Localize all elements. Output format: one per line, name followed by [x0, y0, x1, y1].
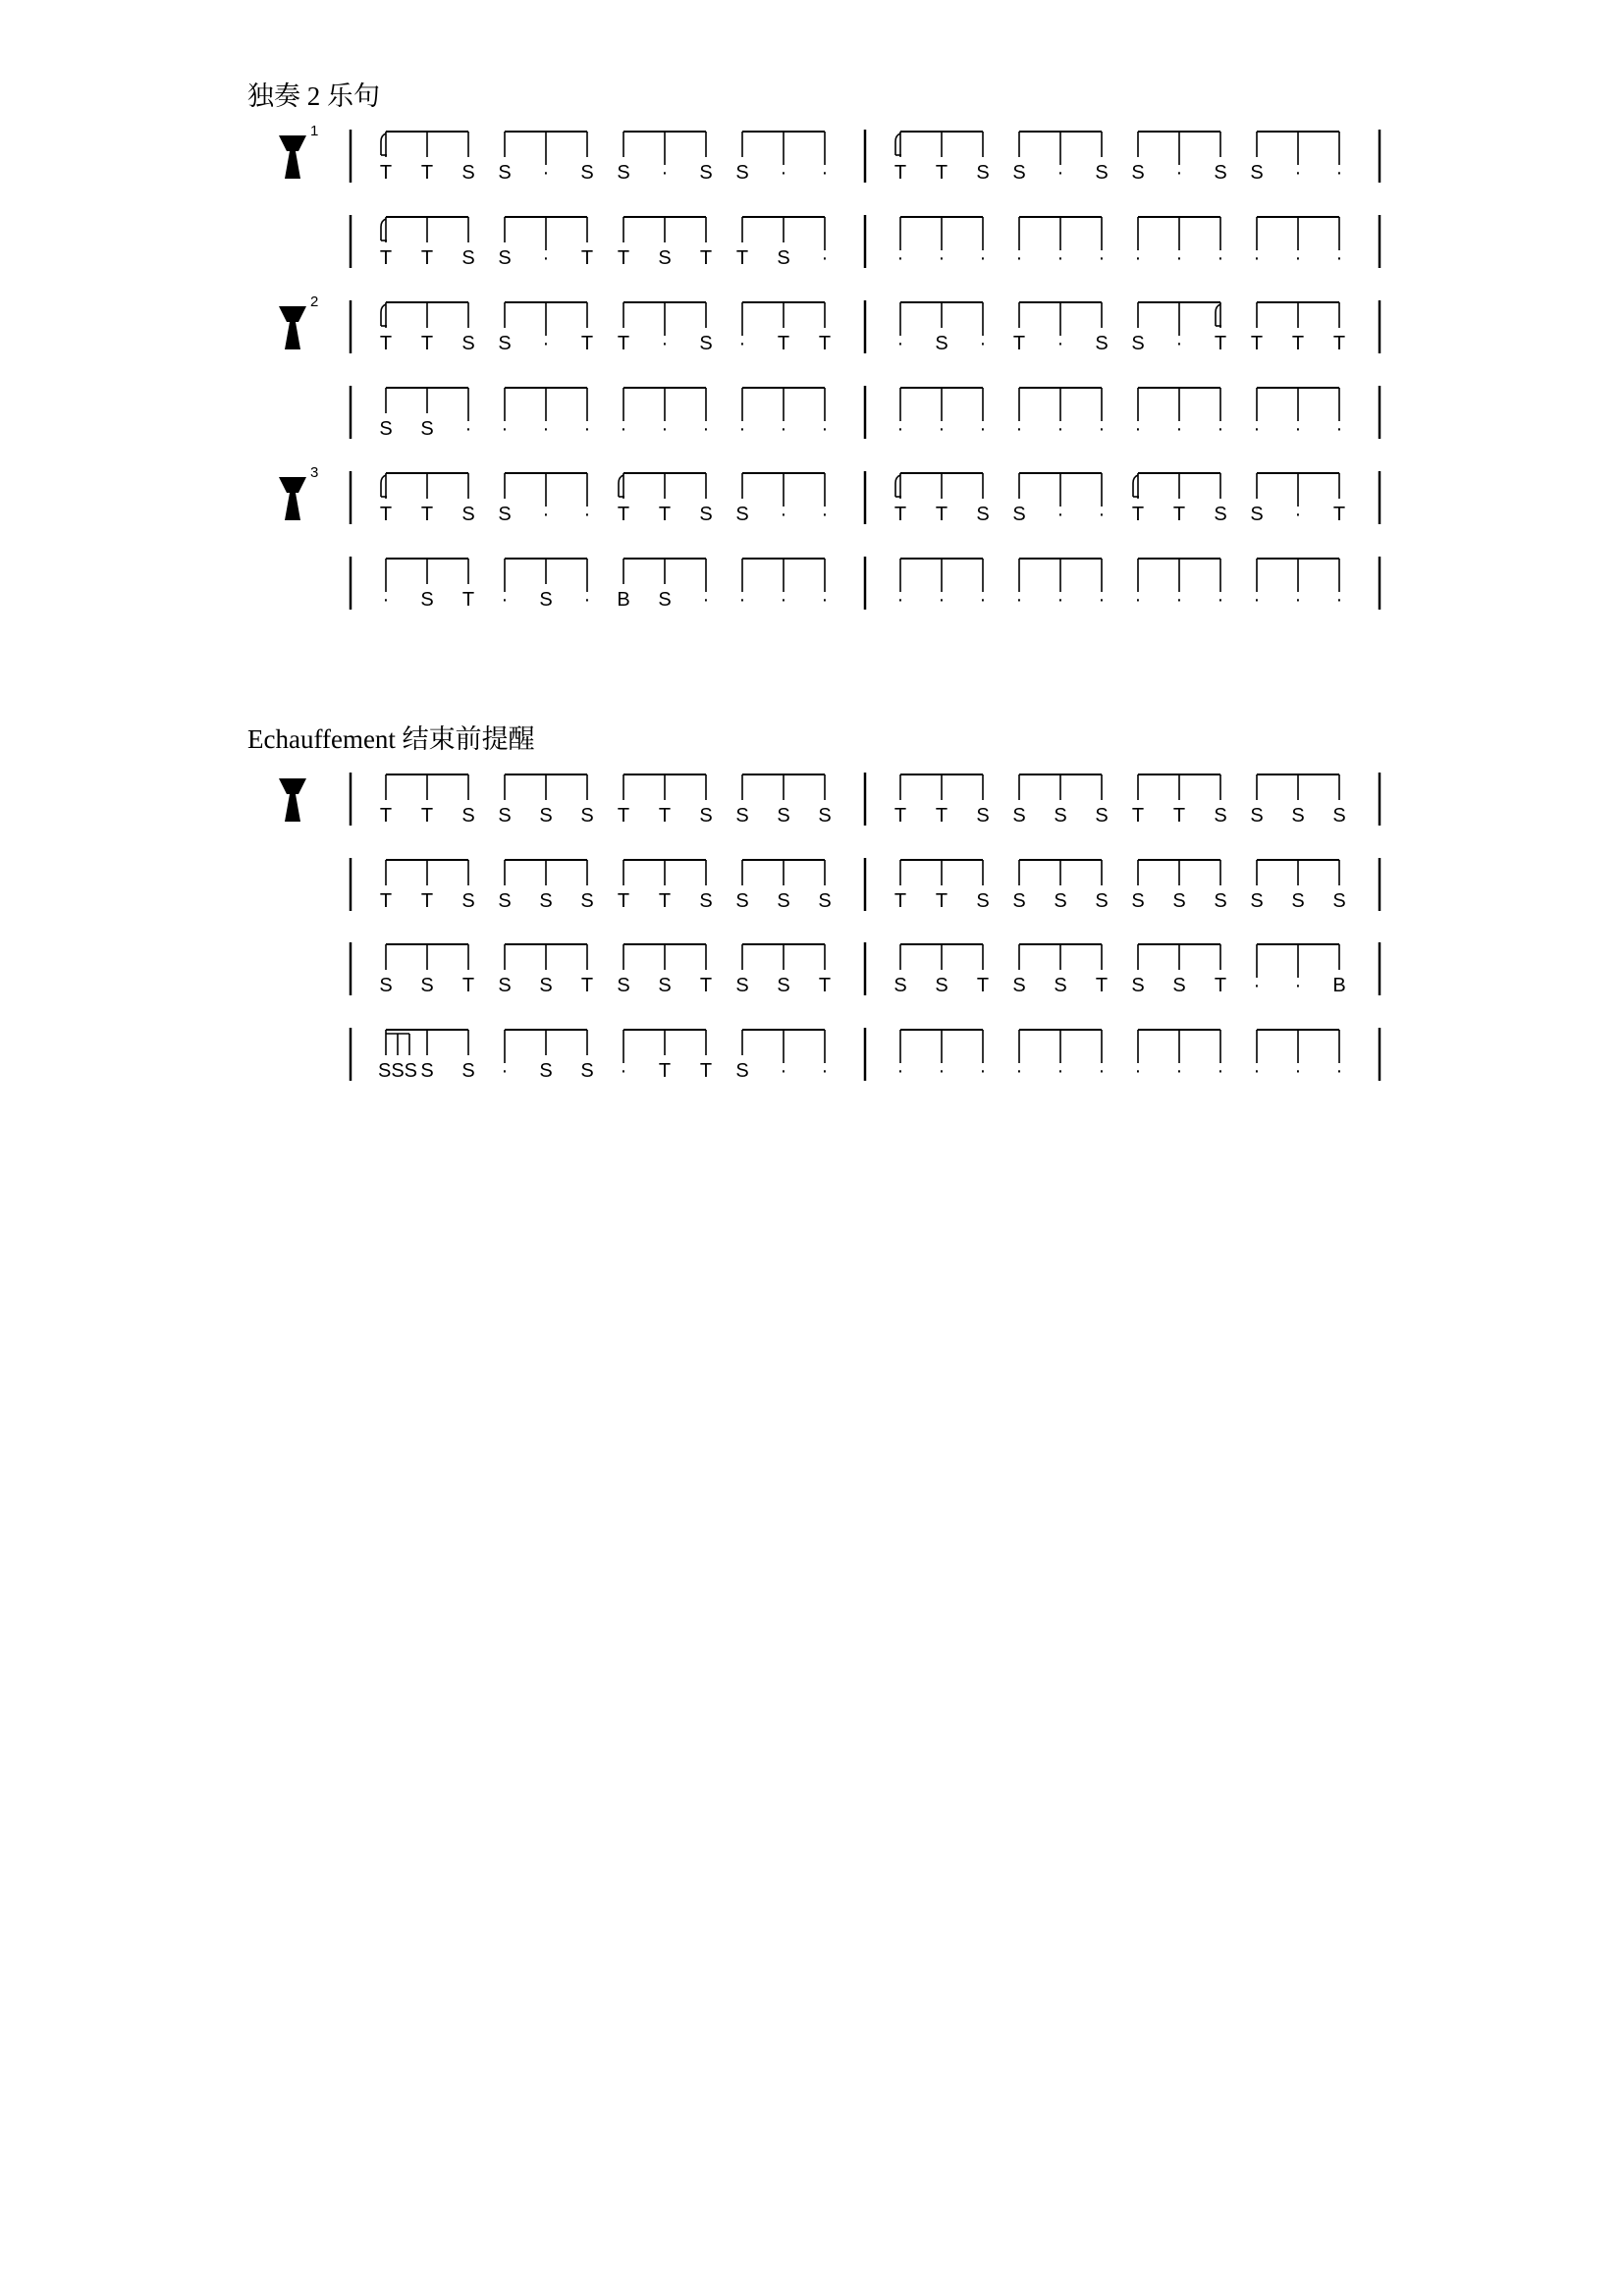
- note-label: ·: [979, 418, 987, 440]
- note-label: S: [1012, 162, 1026, 184]
- note-label: ·: [1253, 589, 1261, 611]
- note-label: T: [699, 247, 713, 269]
- note-label: ·: [542, 162, 550, 184]
- note-label: T: [893, 504, 907, 525]
- note-label: S: [1250, 805, 1264, 827]
- note-label: S: [420, 589, 434, 611]
- note-label: ·: [583, 589, 591, 611]
- note-label: S: [461, 504, 475, 525]
- note-label: S: [658, 589, 672, 611]
- note-label: ·: [979, 247, 987, 269]
- note-label: T: [818, 975, 832, 996]
- note-label: S: [580, 162, 594, 184]
- note-label: ·: [1098, 504, 1106, 525]
- note-label: S: [1214, 162, 1227, 184]
- note-label: S: [1054, 805, 1067, 827]
- note-label: T: [420, 247, 434, 269]
- note-label: S: [699, 805, 713, 827]
- note-label: S: [461, 162, 475, 184]
- note-label: ·: [542, 247, 550, 269]
- note-label: T: [658, 504, 672, 525]
- note-label: ·: [821, 1060, 829, 1082]
- note-label: S: [1291, 890, 1305, 912]
- note-label: ·: [1294, 589, 1302, 611]
- note-label: T: [1172, 805, 1186, 827]
- note-label: S: [461, 247, 475, 269]
- note-label: ·: [1015, 1060, 1023, 1082]
- note-label: ·: [780, 504, 787, 525]
- note-label: T: [777, 333, 790, 354]
- staff-line: [0, 382, 1624, 460]
- note-label: ·: [938, 1060, 946, 1082]
- note-label: S: [1131, 162, 1145, 184]
- note-label: T: [617, 247, 630, 269]
- note-label: SSS: [377, 1060, 418, 1082]
- note-label: ·: [1175, 589, 1183, 611]
- note-label: S: [1250, 890, 1264, 912]
- note-label: ·: [896, 1060, 904, 1082]
- note-label: S: [1095, 162, 1109, 184]
- note-label: S: [1214, 504, 1227, 525]
- note-label: ·: [1056, 247, 1064, 269]
- note-label: ·: [501, 418, 509, 440]
- note-label: S: [699, 333, 713, 354]
- note-label: ·: [1253, 1060, 1261, 1082]
- note-label: ·: [382, 589, 390, 611]
- note-label: S: [1095, 333, 1109, 354]
- voice-number: 1: [310, 123, 319, 139]
- note-label: ·: [979, 1060, 987, 1082]
- note-label: S: [1054, 975, 1067, 996]
- note-label: T: [580, 975, 594, 996]
- note-label: T: [379, 247, 393, 269]
- note-label: S: [539, 805, 553, 827]
- note-label: ·: [821, 162, 829, 184]
- note-label: S: [735, 975, 749, 996]
- note-label: T: [420, 333, 434, 354]
- note-label: ·: [1335, 418, 1343, 440]
- note-label: ·: [938, 418, 946, 440]
- note-label: ·: [1056, 1060, 1064, 1082]
- note-label: S: [420, 418, 434, 440]
- note-label: ·: [1134, 1060, 1142, 1082]
- note-label: ·: [1015, 247, 1023, 269]
- note-label: S: [461, 890, 475, 912]
- note-label: S: [617, 162, 630, 184]
- note-label: ·: [542, 333, 550, 354]
- note-label: ·: [1175, 1060, 1183, 1082]
- note-label: T: [379, 504, 393, 525]
- note-label: T: [1332, 504, 1346, 525]
- staff-line: [0, 464, 1624, 546]
- staff-line: [0, 211, 1624, 290]
- note-label: T: [580, 333, 594, 354]
- note-label: T: [735, 247, 749, 269]
- note-label: T: [379, 333, 393, 354]
- note-label: S: [498, 504, 512, 525]
- note-label: ·: [938, 589, 946, 611]
- note-label: ·: [780, 418, 787, 440]
- note-label: S: [498, 162, 512, 184]
- note-label: S: [976, 504, 990, 525]
- note-label: ·: [896, 247, 904, 269]
- note-label: ·: [1335, 247, 1343, 269]
- note-label: S: [1012, 890, 1026, 912]
- note-label: ·: [661, 162, 669, 184]
- note-label: S: [1095, 890, 1109, 912]
- note-label: ·: [979, 333, 987, 354]
- note-label: T: [420, 890, 434, 912]
- note-label: S: [658, 975, 672, 996]
- note-label: S: [498, 975, 512, 996]
- note-label: ·: [1217, 1060, 1224, 1082]
- note-label: S: [617, 975, 630, 996]
- note-label: ·: [620, 418, 627, 440]
- staff-line: [0, 1024, 1624, 1102]
- note-label: ·: [1253, 975, 1261, 996]
- note-label: ·: [896, 418, 904, 440]
- note-label: T: [617, 890, 630, 912]
- note-label: ·: [542, 418, 550, 440]
- note-label: ·: [1056, 333, 1064, 354]
- note-label: S: [420, 975, 434, 996]
- note-label: ·: [661, 333, 669, 354]
- note-label: ·: [1056, 589, 1064, 611]
- note-label: ·: [1217, 247, 1224, 269]
- note-label: ·: [979, 589, 987, 611]
- staff-line: [0, 769, 1624, 847]
- note-label: ·: [1098, 418, 1106, 440]
- note-label: ·: [780, 589, 787, 611]
- note-label: S: [1054, 890, 1067, 912]
- note-label: T: [580, 247, 594, 269]
- note-label: ·: [1217, 418, 1224, 440]
- note-label: T: [420, 162, 434, 184]
- note-label: S: [976, 890, 990, 912]
- note-label: ·: [896, 333, 904, 354]
- note-label: S: [539, 890, 553, 912]
- note-label: S: [735, 162, 749, 184]
- note-label: S: [580, 805, 594, 827]
- note-label: ·: [780, 162, 787, 184]
- note-label: S: [735, 805, 749, 827]
- note-label: T: [658, 805, 672, 827]
- note-label: ·: [1015, 418, 1023, 440]
- note-label: ·: [1134, 589, 1142, 611]
- note-label: S: [735, 1060, 749, 1082]
- djembe-icon: [279, 778, 306, 822]
- note-label: T: [1095, 975, 1109, 996]
- note-label: S: [976, 162, 990, 184]
- section-title: 独奏 2 乐句: [247, 81, 380, 111]
- note-label: T: [1131, 805, 1145, 827]
- note-label: ·: [738, 418, 746, 440]
- djembe-icon: [279, 306, 306, 349]
- staff-line: [0, 296, 1624, 375]
- note-label: T: [461, 975, 475, 996]
- note-label: S: [1012, 805, 1026, 827]
- note-label: S: [498, 805, 512, 827]
- note-label: T: [617, 805, 630, 827]
- note-label: ·: [661, 418, 669, 440]
- note-label: S: [461, 805, 475, 827]
- note-label: ·: [780, 1060, 787, 1082]
- note-label: S: [976, 805, 990, 827]
- note-label: S: [1012, 504, 1026, 525]
- note-label: T: [893, 162, 907, 184]
- note-label: S: [1172, 975, 1186, 996]
- note-label: ·: [583, 418, 591, 440]
- note-label: S: [498, 890, 512, 912]
- note-label: ·: [1134, 418, 1142, 440]
- note-label: ·: [1335, 1060, 1343, 1082]
- note-label: ·: [1175, 247, 1183, 269]
- note-label: S: [777, 890, 790, 912]
- note-label: ·: [821, 504, 829, 525]
- staff-line: [0, 854, 1624, 933]
- note-label: S: [1214, 805, 1227, 827]
- note-label: T: [461, 589, 475, 611]
- note-label: B: [1332, 975, 1346, 996]
- note-label: S: [539, 1060, 553, 1082]
- note-label: ·: [938, 247, 946, 269]
- note-label: S: [1332, 805, 1346, 827]
- note-label: T: [420, 805, 434, 827]
- section-title: Echauffement 结束前提醒: [247, 724, 535, 754]
- note-label: ·: [1134, 247, 1142, 269]
- note-label: ·: [821, 418, 829, 440]
- note-label: ·: [620, 1060, 627, 1082]
- staff-line: [0, 123, 1624, 204]
- note-label: T: [617, 333, 630, 354]
- note-label: ·: [501, 1060, 509, 1082]
- note-label: ·: [1175, 162, 1183, 184]
- note-label: T: [658, 1060, 672, 1082]
- note-label: ·: [1217, 589, 1224, 611]
- note-label: S: [699, 504, 713, 525]
- note-label: ·: [1056, 504, 1064, 525]
- note-label: ·: [1015, 589, 1023, 611]
- note-label: T: [818, 333, 832, 354]
- voice-number: 3: [310, 464, 319, 481]
- note-label: S: [935, 975, 948, 996]
- note-label: ·: [464, 418, 472, 440]
- note-label: T: [893, 805, 907, 827]
- note-label: S: [580, 1060, 594, 1082]
- note-label: S: [461, 1060, 475, 1082]
- note-label: B: [617, 589, 630, 611]
- note-label: ·: [1335, 589, 1343, 611]
- note-label: S: [893, 975, 907, 996]
- note-label: ·: [1253, 418, 1261, 440]
- djembe-icon: [279, 135, 306, 179]
- note-label: S: [461, 333, 475, 354]
- note-label: S: [1214, 890, 1227, 912]
- note-label: ·: [1294, 1060, 1302, 1082]
- note-label: T: [1291, 333, 1305, 354]
- note-label: T: [1172, 504, 1186, 525]
- note-label: S: [1131, 333, 1145, 354]
- note-label: T: [1214, 975, 1227, 996]
- note-label: ·: [1294, 975, 1302, 996]
- note-label: ·: [1294, 504, 1302, 525]
- note-label: ·: [1294, 162, 1302, 184]
- note-label: T: [379, 890, 393, 912]
- note-label: ·: [1294, 247, 1302, 269]
- note-label: ·: [1056, 418, 1064, 440]
- note-label: ·: [542, 504, 550, 525]
- note-label: ·: [702, 418, 710, 440]
- note-label: S: [498, 333, 512, 354]
- voice-number: 2: [310, 294, 319, 310]
- note-label: S: [818, 890, 832, 912]
- note-label: S: [1250, 162, 1264, 184]
- note-label: T: [935, 890, 948, 912]
- note-label: S: [1131, 975, 1145, 996]
- note-label: S: [539, 589, 553, 611]
- note-label: ·: [1098, 589, 1106, 611]
- note-label: T: [379, 805, 393, 827]
- note-label: S: [379, 418, 393, 440]
- note-label: S: [539, 975, 553, 996]
- note-label: S: [699, 162, 713, 184]
- note-label: T: [1131, 504, 1145, 525]
- note-label: T: [1012, 333, 1026, 354]
- note-label: S: [935, 333, 948, 354]
- note-label: S: [777, 247, 790, 269]
- note-label: ·: [738, 333, 746, 354]
- note-label: ·: [1253, 247, 1261, 269]
- note-label: ·: [738, 589, 746, 611]
- note-label: ·: [1175, 418, 1183, 440]
- note-label: T: [617, 504, 630, 525]
- staff-line: [0, 553, 1624, 631]
- note-label: S: [735, 890, 749, 912]
- note-label: T: [699, 975, 713, 996]
- note-label: S: [1095, 805, 1109, 827]
- note-label: T: [379, 162, 393, 184]
- note-label: ·: [1098, 247, 1106, 269]
- note-label: T: [976, 975, 990, 996]
- note-label: S: [1131, 890, 1145, 912]
- note-label: ·: [821, 247, 829, 269]
- note-label: T: [1332, 333, 1346, 354]
- note-label: ·: [583, 504, 591, 525]
- note-label: ·: [1294, 418, 1302, 440]
- djembe-icon: [279, 477, 306, 520]
- note-label: S: [420, 1060, 434, 1082]
- note-label: S: [777, 975, 790, 996]
- note-label: T: [658, 890, 672, 912]
- note-label: ·: [1335, 162, 1343, 184]
- note-label: T: [893, 890, 907, 912]
- staff-line: [0, 938, 1624, 1017]
- note-label: ·: [821, 589, 829, 611]
- note-label: T: [935, 805, 948, 827]
- note-label: T: [1214, 333, 1227, 354]
- note-label: S: [735, 504, 749, 525]
- note-label: S: [1291, 805, 1305, 827]
- note-label: ·: [896, 589, 904, 611]
- note-label: ·: [702, 589, 710, 611]
- note-label: ·: [501, 589, 509, 611]
- note-label: ·: [1098, 1060, 1106, 1082]
- note-label: S: [580, 890, 594, 912]
- note-label: T: [699, 1060, 713, 1082]
- note-label: S: [1250, 504, 1264, 525]
- note-label: S: [699, 890, 713, 912]
- note-label: S: [1012, 975, 1026, 996]
- note-label: T: [420, 504, 434, 525]
- note-label: S: [1332, 890, 1346, 912]
- note-label: T: [1250, 333, 1264, 354]
- note-label: S: [1172, 890, 1186, 912]
- note-label: S: [777, 805, 790, 827]
- note-label: ·: [1175, 333, 1183, 354]
- note-label: S: [379, 975, 393, 996]
- note-label: S: [658, 247, 672, 269]
- note-label: T: [935, 162, 948, 184]
- note-label: S: [818, 805, 832, 827]
- note-label: ·: [1056, 162, 1064, 184]
- note-label: T: [935, 504, 948, 525]
- note-label: S: [498, 247, 512, 269]
